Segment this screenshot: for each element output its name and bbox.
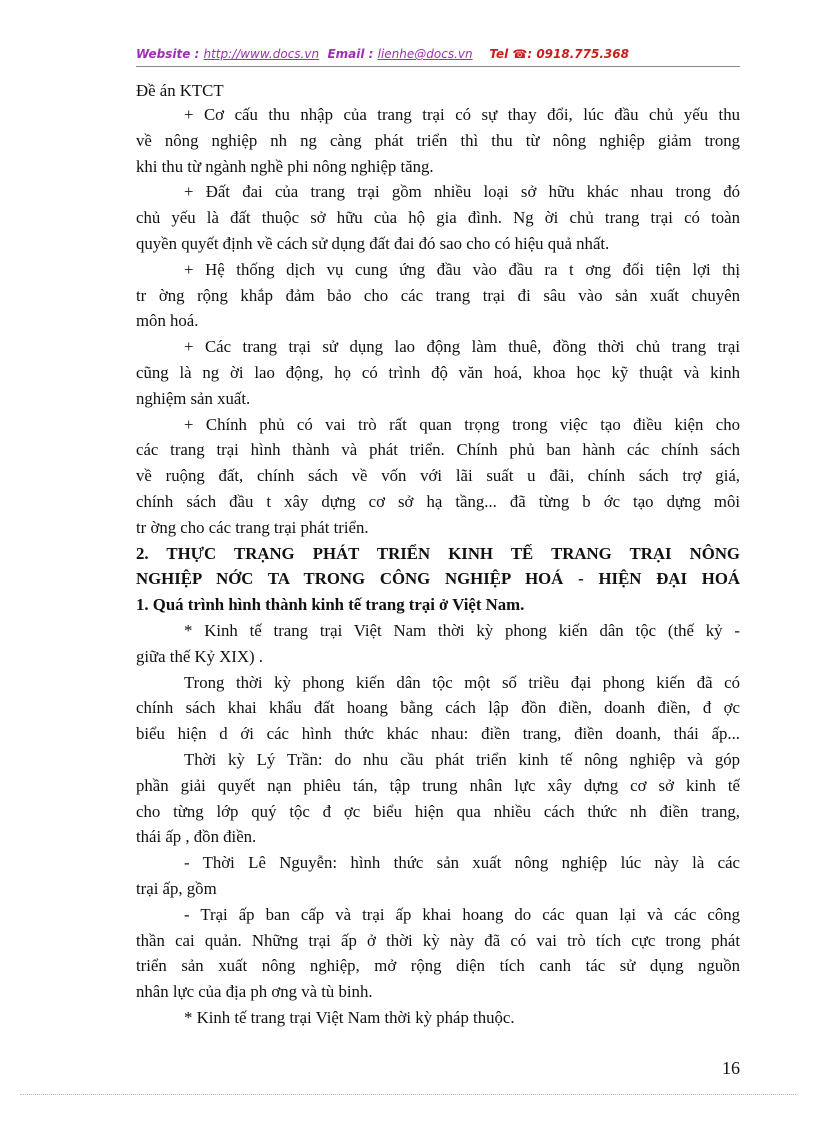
- paragraph-line: môn hoá.: [136, 311, 199, 331]
- paragraph-line: - Trại ấp ban cấp và trại ấp khai hoang do các quan lại và các công: [184, 904, 740, 924]
- paragraph-line: thái ấp , đồn điền.: [136, 827, 257, 847]
- paragraph-line: giữa thế Kỷ XIX) .: [136, 646, 263, 666]
- paragraph-line: cũng là ng ời lao động, họ có trình độ văn hoá, khoa học kỹ thuật và kinh: [136, 362, 740, 382]
- section-heading: NGHIỆP NỚC TA TRONG CÔNG NGHIỆP HOÁ - HIỆN ĐẠI HOÁ: [136, 569, 740, 589]
- paragraph-line: phần giải quyết nạn phiêu tán, tập trung nhân lực xây dựng cơ sở kinh tế: [136, 775, 740, 795]
- paragraph-line: tr ờng rộng khắp đảm bảo cho các trang trại đi sâu vào sản xuất chuyên: [136, 285, 740, 305]
- paragraph-line: về nông nghiệp nh ng càng phát triển thì thu từ nông nghiệp giảm trong: [136, 130, 740, 150]
- email-link[interactable]: lienhe@docs.vn: [377, 47, 473, 61]
- paragraph-line: quyền quyết định về cách sử dụng đất đai đó sao cho có hiệu quả nhất.: [136, 233, 610, 253]
- paragraph-line: chính sách khai khẩu đất hoang bằng cách lập đồn điền, doanh điền, đ ợc: [136, 698, 740, 718]
- paragraph-line: + Chính phủ có vai trò rất quan trọng trong việc tạo điều kiện cho: [184, 414, 740, 434]
- paragraph-line: trại ấp, gồm: [136, 878, 217, 898]
- paragraph-line: Thời kỳ Lý Trần: do nhu cầu phát triển kinh tế nông nghiệp và góp: [184, 749, 740, 769]
- subsection-heading: 1. Quá trình hình thành kinh tế trang trại ở Việt Nam.: [136, 595, 525, 615]
- website-label: Website :: [136, 47, 204, 61]
- phone-number: : 0918.775.368: [527, 47, 629, 61]
- section-heading: 2. THỰC TRẠNG PHÁT TRIỂN KINH TẾ TRANG TRẠI NÔNG: [136, 543, 740, 563]
- header-divider: [136, 66, 740, 67]
- paragraph-line: + Hệ thống dịch vụ cung ứng đầu vào đầu ra t ơng đối tiện lợi thị: [184, 259, 740, 279]
- email-label: Email :: [327, 47, 378, 61]
- paragraph-line: về ruộng đất, chính sách về vốn với lãi suất u đãi, chính sách trợ giá,: [136, 466, 740, 486]
- paragraph-line: tr ờng cho các trang trại phát triển.: [136, 517, 369, 537]
- paragraph-line: thần cai quản. Những trại ấp ở thời kỳ này đã có vai trò tích cực trong phát: [136, 930, 740, 950]
- website-link[interactable]: http://www.docs.vn: [203, 47, 320, 61]
- paragraph-line: + Đất đai của trang trại gồm nhiều loại sở hữu khác nhau trong đó: [184, 182, 740, 202]
- paragraph-line: + Các trang trại sử dụng lao động làm thuê, đồng thời chủ trang trại: [184, 337, 740, 357]
- paragraph-line: * Kinh tế trang trại Việt Nam thời kỳ phong kiến dân tộc (thế kỷ -: [184, 620, 740, 640]
- paragraph-line: chủ yếu là đất thuộc sở hữu của hộ gia đình. Ng ời chủ trang trại có toàn: [136, 208, 740, 228]
- paragraph-line: các trang trại hình thành và phát triển. Chính phủ ban hành các chính sách: [136, 440, 740, 460]
- paragraph-line: Trong thời kỳ phong kiến dân tộc một số triều đại phong kiến đã có: [184, 672, 740, 692]
- paragraph-line: nhân lực của địa ph ơng và tù binh.: [136, 982, 373, 1002]
- paragraph-line: * Kinh tế trang trại Việt Nam thời kỳ pháp thuộc.: [184, 1007, 515, 1027]
- paragraph-line: - Thời Lê Nguyễn: hình thức sản xuất nông nghiệp lúc này là các: [184, 853, 740, 873]
- paragraph-line: khi thu từ ngành nghề phi nông nghiệp tăng.: [136, 156, 434, 176]
- doc-label: Đề án KTCT: [136, 81, 224, 100]
- page-number: 16: [722, 1058, 740, 1078]
- phone-icon: ☎: [512, 47, 528, 61]
- document-body: [136, 80, 740, 1031]
- paragraph-line: + Cơ cấu thu nhập của trang trại có sự thay đổi, lúc đầu chủ yếu thu: [184, 105, 740, 124]
- paragraph-line: triển sản xuất nông nghiệp, mở rộng diện tích canh tác sử dụng nguồn: [136, 956, 740, 976]
- paragraph-line: biểu hiện d ới các hình thức khác nhau: điền trang, điền doanh, thái ấp...: [136, 724, 740, 744]
- paragraph-line: nghiệm sản xuất.: [136, 388, 251, 408]
- page-header: [136, 47, 740, 61]
- tel-label: Tel: [489, 47, 513, 61]
- footer-divider: [20, 1094, 796, 1095]
- paragraph-line: cho từng lớp quý tộc đ ợc biểu hiện qua nhiều cách thức nh điền trang,: [136, 801, 740, 821]
- paragraph-line: chính sách đầu t xây dựng cơ sở hạ tầng... đã từng b ớc tạo dựng môi: [136, 491, 740, 511]
